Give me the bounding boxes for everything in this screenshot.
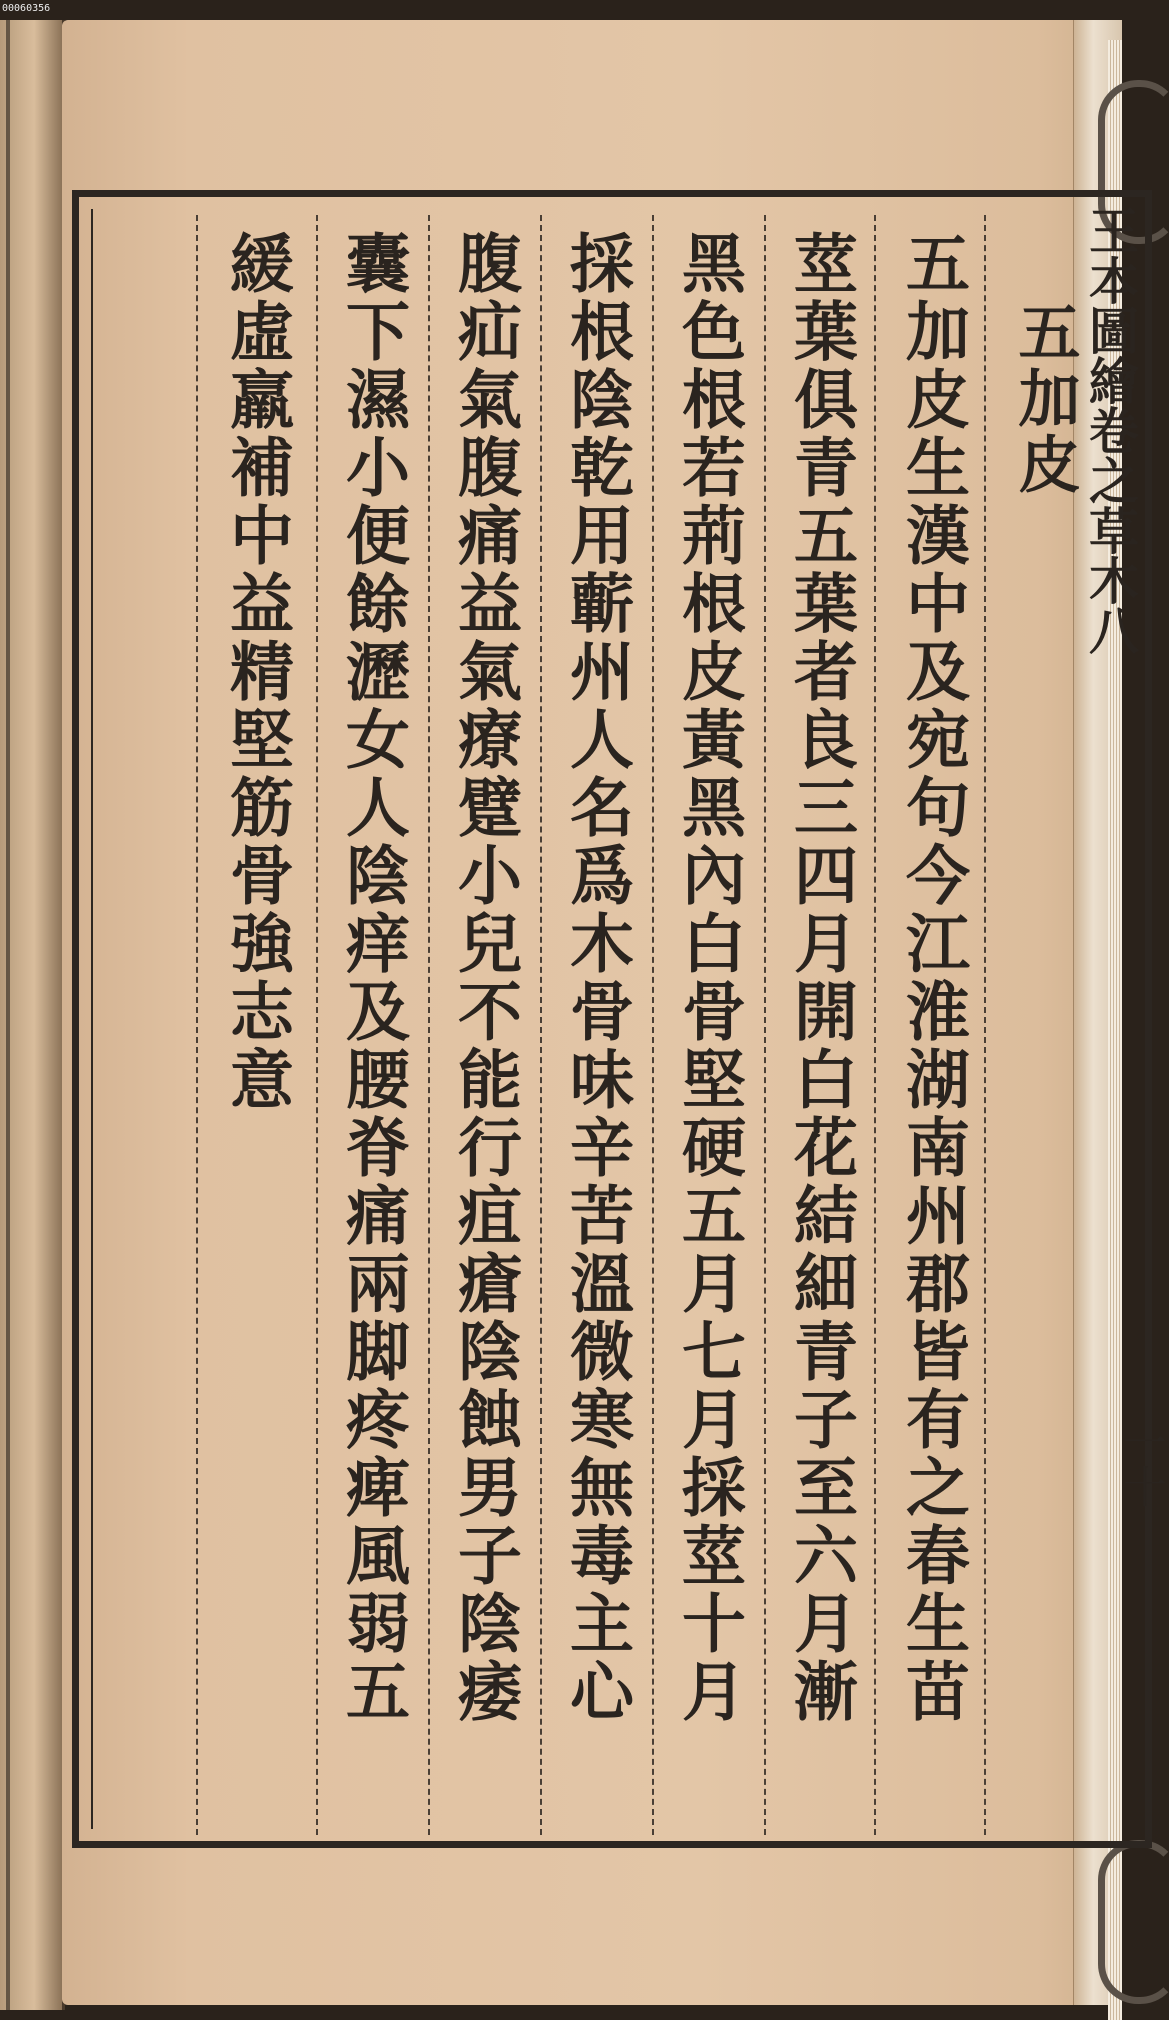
text-column: 腹疝氣腹痛益氣療躄小兒不能行疽瘡陰蝕男子陰痿 [447, 230, 522, 1726]
folio-number: 一十 [1115, 1420, 1166, 1508]
text-column: 五加皮生漢中及宛句今江淮湖南州郡皆有之春生苗 [895, 230, 970, 1726]
column-rule [540, 215, 542, 1835]
text-column: 採根陰乾用蘄州人名爲木骨味辛苦溫微寒無毒主心 [559, 230, 634, 1726]
text-column: 黑色根若荊根皮黃黑內白骨堅硬五月七月採莖十月 [671, 230, 746, 1726]
column-rule [874, 215, 876, 1835]
column-rule [196, 215, 198, 1835]
entry-title: 五加皮 [1008, 300, 1081, 498]
column-rule [984, 215, 986, 1835]
facing-page-edge [0, 20, 65, 2010]
scan-id-label: 00060356 [2, 3, 51, 14]
text-column: 莖葉俱青五葉者良三四月開白花結細青子至六月漸 [783, 230, 858, 1726]
binding-ring-bottom-icon [1098, 1840, 1169, 2004]
column-rule [652, 215, 654, 1835]
column-rule [428, 215, 430, 1835]
chapter-banner: 王本圖繪卷之草木八 [1081, 205, 1140, 655]
column-rule [764, 215, 766, 1835]
facing-page-shadow [6, 20, 10, 2010]
text-column: 緩虛羸補中益精堅筋骨強志意 [219, 230, 294, 1114]
column-rule [316, 215, 318, 1835]
text-column: 囊下濕小便餘瀝女人陰痒及腰脊痛兩脚疼痺風弱五 [335, 230, 410, 1726]
